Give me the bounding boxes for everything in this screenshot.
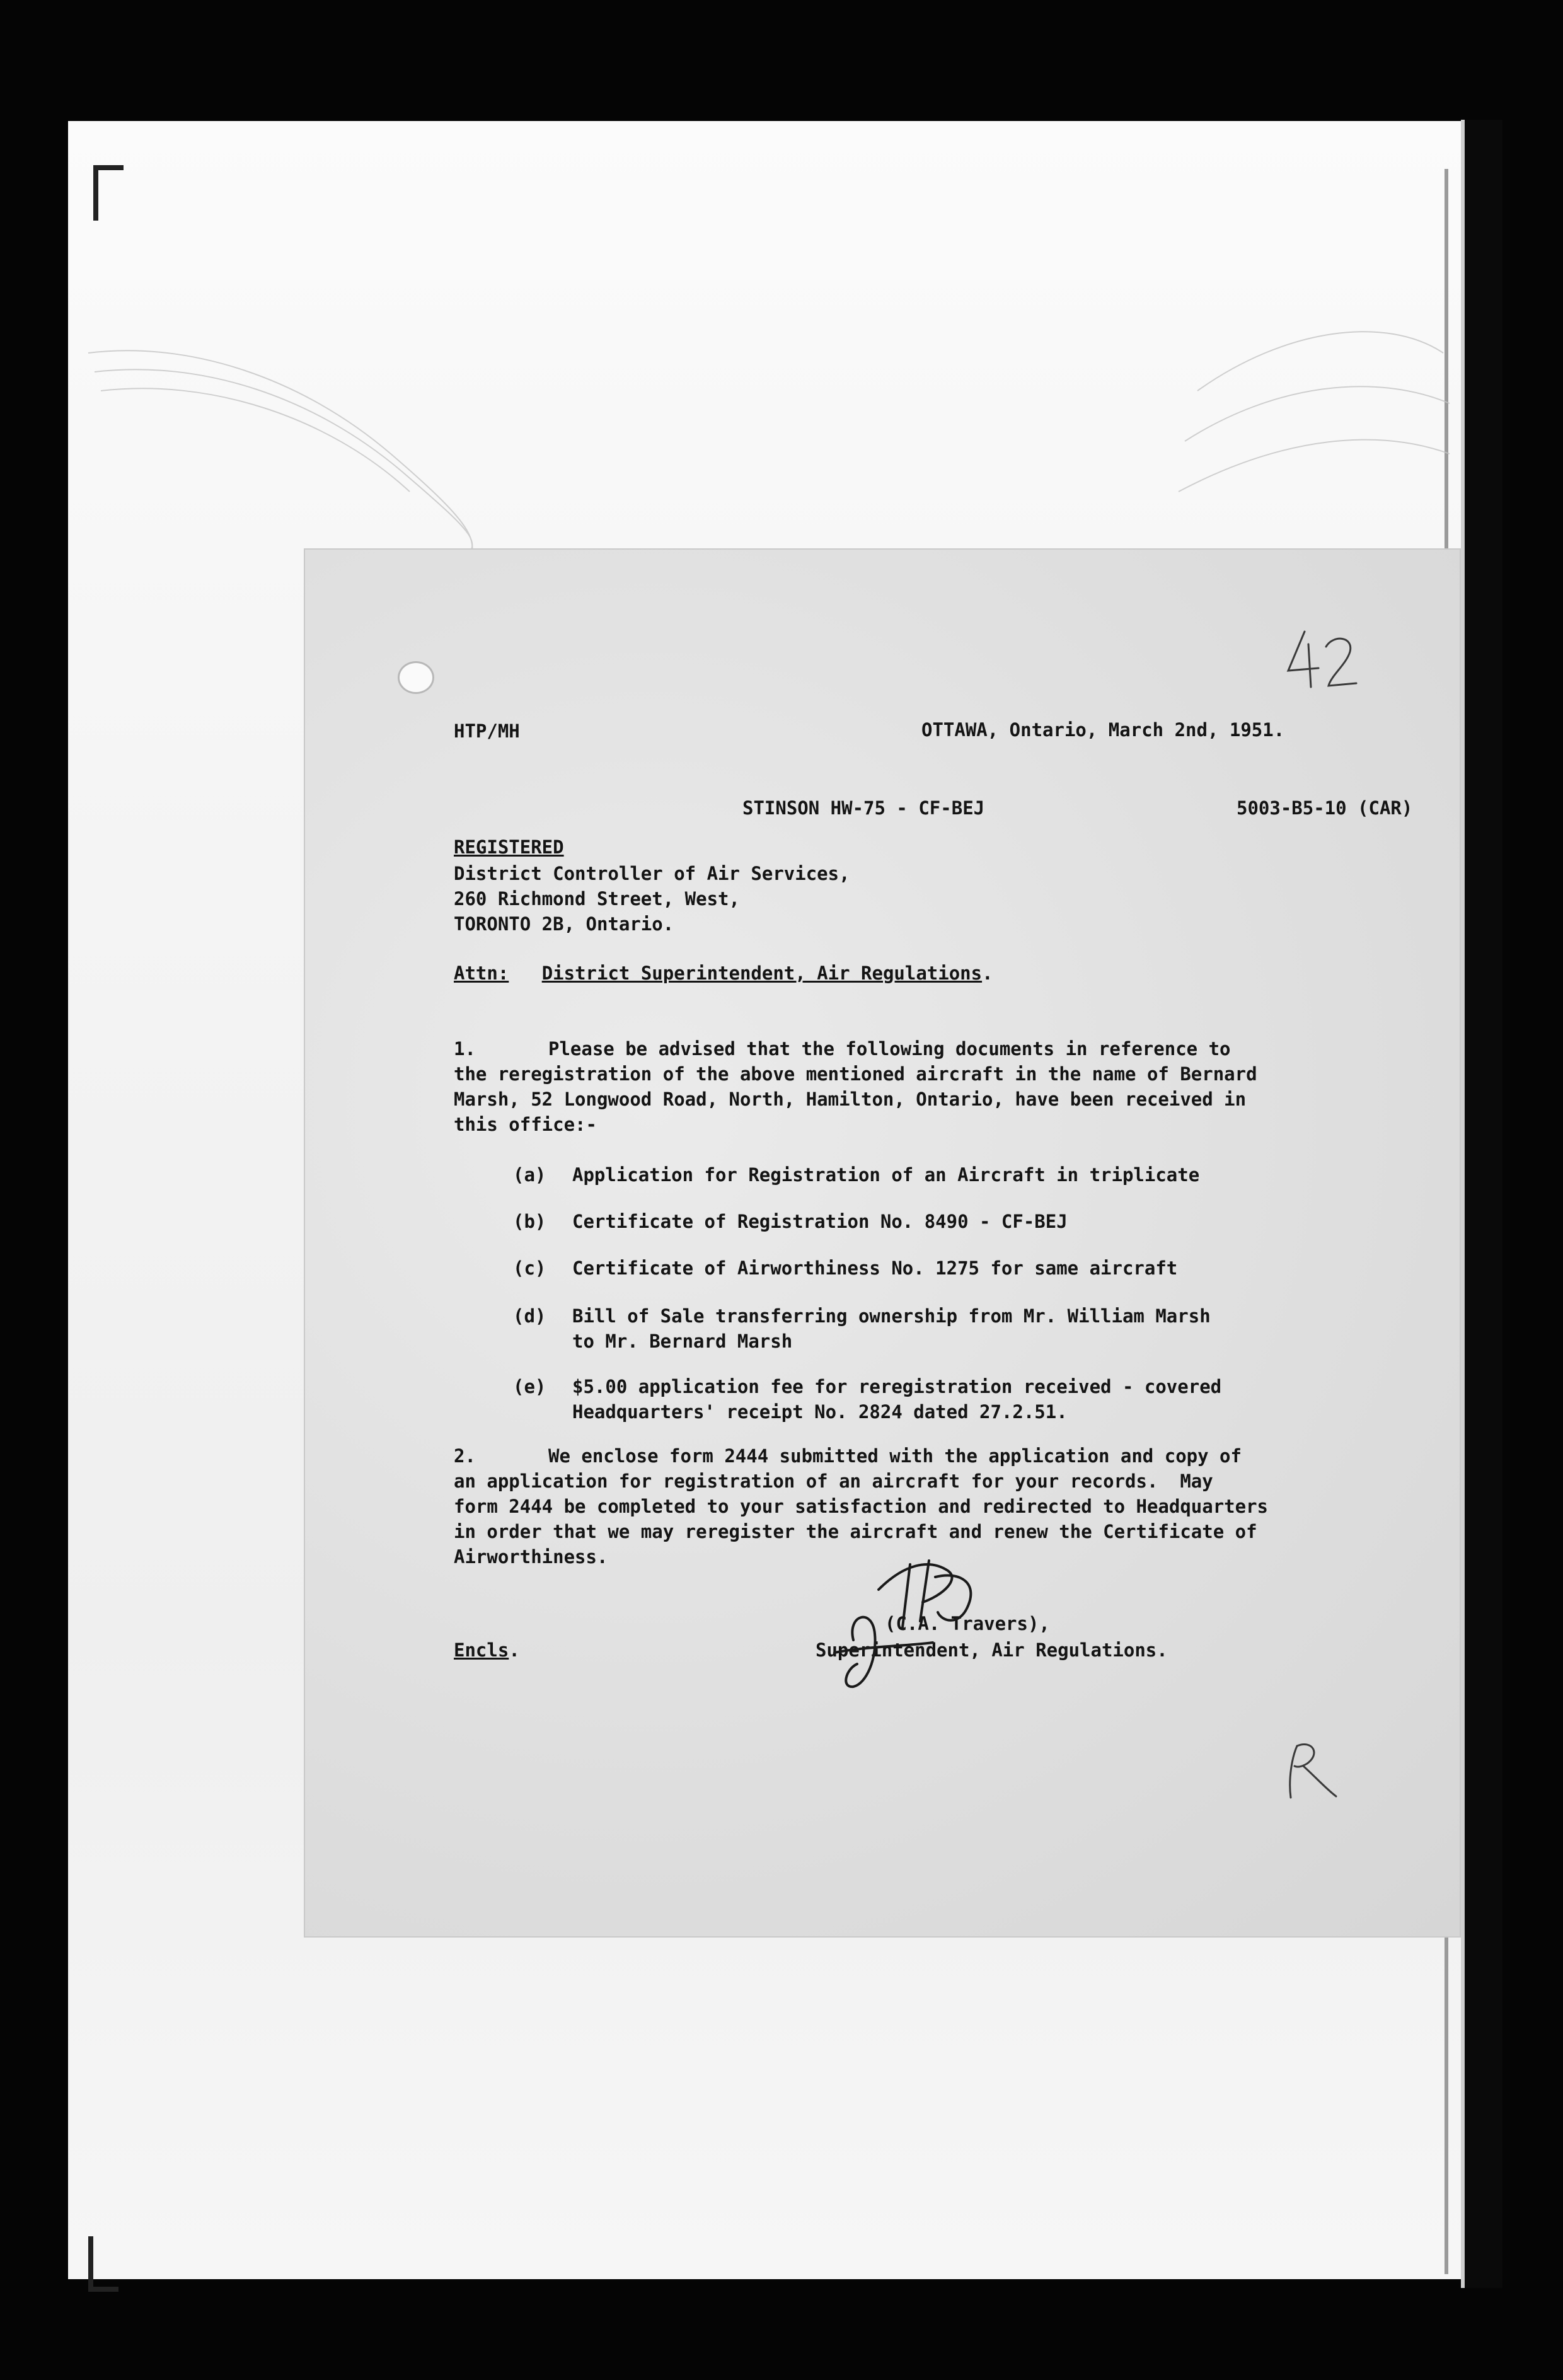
signatory-name: (C.A. Travers), bbox=[885, 1613, 1050, 1634]
recipient-line: 260 Richmond Street, West, bbox=[454, 888, 740, 910]
item-label: (d) bbox=[513, 1305, 546, 1327]
handwritten-page-number bbox=[1279, 625, 1361, 695]
attention-line bbox=[454, 961, 993, 986]
item-text: Application for Registration of an Aircraft in triplicate bbox=[572, 1164, 1200, 1186]
paragraph-line: this office:- bbox=[454, 1114, 597, 1135]
attention-label: Attn: bbox=[454, 962, 509, 984]
paragraph-line: Please be advised that the following documents in reference to bbox=[548, 1038, 1231, 1060]
place-date: OTTAWA, Ontario, March 2nd, 1951. bbox=[921, 719, 1285, 741]
item-text: $5.00 application fee for reregistration received - covered bbox=[572, 1376, 1222, 1397]
item-text: to Mr. Bernard Marsh bbox=[572, 1331, 793, 1352]
film-edge bbox=[1461, 120, 1502, 2288]
paragraph-line: We enclose form 2444 submitted with the application and copy of bbox=[548, 1445, 1242, 1467]
attention-text: District Superintendent, Air Regulations bbox=[541, 962, 983, 984]
attention-end: . bbox=[982, 962, 993, 984]
paragraph-line: form 2444 be completed to your satisfaction and redirected to Headquarters bbox=[454, 1496, 1269, 1517]
item-label: (b) bbox=[513, 1211, 546, 1232]
paragraph-number: 1. bbox=[454, 1038, 476, 1060]
paragraph-line: Airworthiness. bbox=[454, 1546, 608, 1568]
letter-sheet bbox=[305, 550, 1460, 1936]
crop-mark-top-left bbox=[93, 165, 124, 221]
item-text: Headquarters' receipt No. 2824 dated 27.2.51. bbox=[572, 1401, 1068, 1423]
punch-hole bbox=[400, 663, 432, 692]
signatory-title: Superintendent, Air Regulations. bbox=[816, 1639, 1168, 1661]
item-text: Certificate of Registration No. 8490 - CF-BEJ bbox=[572, 1211, 1068, 1232]
aircraft-subject: STINSON HW-75 - CF-BEJ bbox=[742, 797, 985, 819]
signature-mark bbox=[809, 1552, 998, 1697]
crop-mark-bottom-left bbox=[88, 2236, 118, 2292]
item-label: (e) bbox=[513, 1376, 546, 1397]
paragraph-line: an application for registration of an aircraft for your records. May bbox=[454, 1470, 1213, 1492]
paragraph-line: Marsh, 52 Longwood Road, North, Hamilton, Ontario, have been received in bbox=[454, 1089, 1247, 1110]
reference-initials: HTP/MH bbox=[454, 720, 520, 742]
mail-type: REGISTERED bbox=[454, 836, 564, 858]
file-number: 5003-B5-10 (CAR) bbox=[1237, 797, 1413, 819]
paragraph-line: the reregistration of the above mentioned aircraft in the name of Bernard bbox=[454, 1063, 1257, 1085]
enclosures-label: Encls bbox=[454, 1639, 509, 1661]
handwritten-initial bbox=[1276, 1735, 1351, 1804]
paragraph-number: 2. bbox=[454, 1445, 476, 1467]
item-label: (c) bbox=[513, 1257, 546, 1279]
item-label: (a) bbox=[513, 1164, 546, 1186]
paragraph-line: in order that we may reregister the aircraft and renew the Certificate of bbox=[454, 1521, 1257, 1542]
enclosures bbox=[454, 1638, 520, 1663]
recipient-line: District Controller of Air Services, bbox=[454, 863, 850, 884]
item-text: Bill of Sale transferring ownership from Mr. William Marsh bbox=[572, 1305, 1211, 1327]
item-text: Certificate of Airworthiness No. 1275 for same aircraft bbox=[572, 1257, 1178, 1279]
enclosures-end: . bbox=[509, 1639, 520, 1661]
recipient-line: TORONTO 2B, Ontario. bbox=[454, 913, 674, 935]
